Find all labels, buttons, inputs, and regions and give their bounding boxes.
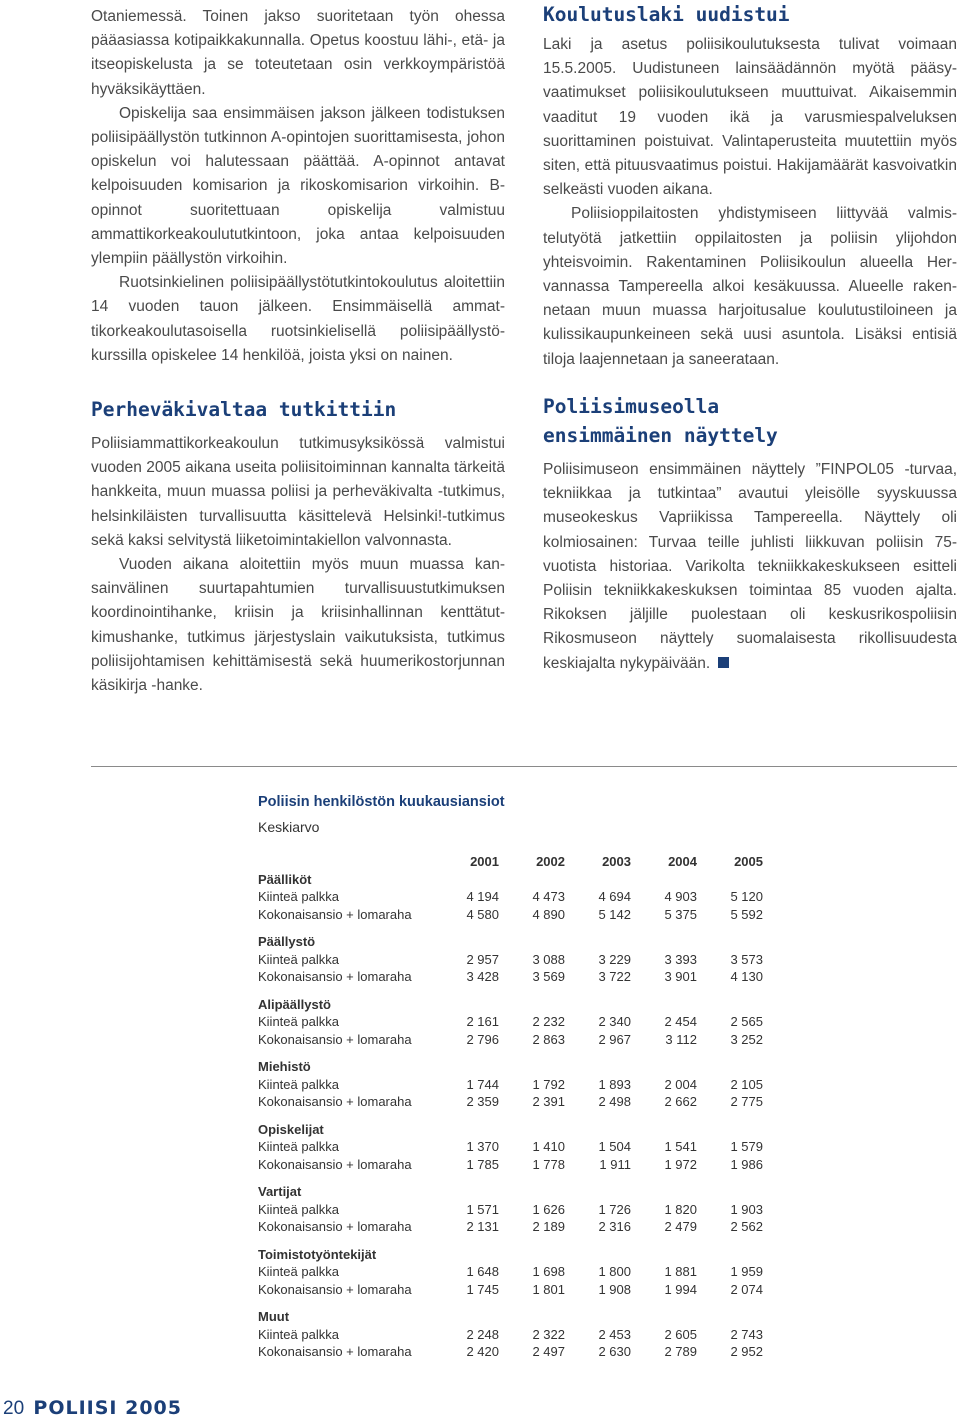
group-name: Opiskelijat	[258, 1121, 324, 1137]
value-cell: 2 605	[664, 1326, 697, 1342]
value-cell: 2 952	[730, 1344, 763, 1359]
value-cell: 2 391	[532, 1094, 565, 1109]
value-cell: 3 112	[665, 1031, 697, 1047]
value-cell: 2 957	[466, 951, 499, 967]
value-cell: 1 571	[466, 1201, 499, 1217]
value-cell: 4 130	[730, 969, 763, 984]
value-cell: 3 901	[664, 969, 697, 984]
value-cell: 2 004	[664, 1076, 697, 1092]
left-column-text	[91, 5, 505, 368]
value-cell: 1 648	[466, 1264, 499, 1279]
empty-cell	[631, 1183, 697, 1201]
empty-cell	[631, 1121, 697, 1139]
value-cell: 1 370	[466, 1139, 499, 1154]
table-title: Poliisin henkilöstön kuukausiansiot	[258, 794, 505, 810]
spacer-cell	[258, 923, 763, 933]
value-cell: 1 986	[730, 1156, 763, 1172]
empty-cell	[631, 996, 697, 1014]
group-header-row	[258, 1121, 763, 1139]
empty-cell	[697, 1058, 763, 1076]
group-header-row	[258, 996, 763, 1014]
empty-cell	[433, 1058, 499, 1076]
row-label: Kiinteä palkka	[258, 1201, 339, 1217]
value-cell: 2 340	[598, 1014, 631, 1029]
value-cell: 1 504	[598, 1139, 631, 1154]
value-cell: 4 580	[466, 906, 499, 922]
group-header-row	[258, 1058, 763, 1076]
year-header: 2003	[602, 854, 631, 869]
empty-cell	[565, 1308, 631, 1326]
empty-cell	[697, 996, 763, 1014]
empty-cell	[565, 1183, 631, 1201]
group-name: Muut	[258, 1309, 290, 1324]
value-cell: 1 893	[598, 1076, 631, 1092]
year-header-row	[258, 837, 763, 871]
row-label: Kokonaisansio + lomaraha	[258, 1156, 412, 1172]
spacer-row	[258, 1298, 763, 1308]
value-cell: 5 142	[598, 906, 631, 922]
section-heading: Perheväkivaltaa tutkittiin	[91, 398, 397, 421]
row-label: Kiinteä palkka	[258, 1076, 339, 1092]
value-cell: 1 792	[532, 1076, 565, 1092]
value-cell: 2 967	[598, 1031, 631, 1047]
value-cell: 1 785	[466, 1156, 499, 1172]
paragraph: Opiskelija saa ensimmäisen jakson jälkeen todistuksen poliisipäällystön tutkinnon A-opintojen suorittamisesta, johon opiskelun voi halutessaan päättää. A-opinnot antavat kelpoisuuden komisarion ja rikoskomisarion virkoihin. B-opinnot suoritettuaan opiskelija valmistuu ammattikorkeakoulututkintoon, joka antaa kelpoisuuden ylempiin päällystön virkoihin.	[91, 104, 505, 268]
value-cell: 1 911	[599, 1156, 631, 1172]
value-cell: 3 088	[532, 951, 565, 967]
page-footer	[3, 1397, 182, 1420]
table-row	[258, 951, 763, 969]
paragraph: Otaniemessä. Toinen jakso suoritetaan työn ohessa pääasiassa kotipaikkakunnalla. Opetus koostuu lähi-, etä- ja itseopiskelusta ja se toteutetaan osin verkkoympäristöä hyväksikäyttäen.	[91, 8, 505, 98]
value-cell: 3 722	[598, 969, 631, 984]
empty-cell	[697, 933, 763, 951]
empty-cell	[565, 996, 631, 1014]
group-header-row	[258, 933, 763, 951]
table-row	[258, 1218, 763, 1236]
section-heading: Koulutuslaki uudistui	[543, 3, 790, 26]
spacer-cell	[258, 1236, 763, 1246]
value-cell: 1 972	[664, 1156, 697, 1172]
value-cell: 3 428	[466, 969, 499, 984]
row-label: Kokonaisansio + lomaraha	[258, 1031, 412, 1047]
end-mark-icon	[718, 657, 729, 668]
value-cell: 3 569	[532, 969, 565, 984]
value-cell: 2 189	[532, 1219, 565, 1234]
empty-cell	[565, 1246, 631, 1264]
value-cell: 2 359	[466, 1094, 499, 1109]
empty-cell	[433, 1308, 499, 1326]
table-row	[258, 1076, 763, 1094]
empty-cell	[433, 933, 499, 951]
empty-cell	[499, 1246, 565, 1264]
table-row	[258, 1138, 763, 1156]
table-row	[258, 1201, 763, 1219]
spacer-row	[258, 1236, 763, 1246]
empty-cell	[499, 996, 565, 1014]
salary-table	[258, 791, 798, 1361]
value-cell: 2 796	[466, 1031, 499, 1047]
value-cell: 1 903	[730, 1201, 763, 1217]
empty-cell	[697, 1246, 763, 1264]
table-subtitle: Keskiarvo	[258, 819, 320, 835]
year-header: 2001	[470, 854, 499, 869]
empty-cell	[499, 1058, 565, 1076]
value-cell: 2 743	[730, 1326, 763, 1342]
row-label: Kiinteä palkka	[258, 1264, 339, 1279]
value-cell: 2 420	[466, 1344, 499, 1359]
row-label: Kokonaisansio + lomaraha	[258, 1219, 412, 1234]
year-header: 2002	[536, 854, 565, 869]
value-cell: 1 800	[598, 1264, 631, 1279]
value-cell: 3 229	[598, 951, 631, 967]
empty-cell	[697, 871, 763, 889]
value-cell: 5 120	[730, 889, 763, 904]
value-cell: 1 881	[664, 1264, 697, 1279]
row-label: Kokonaisansio + lomaraha	[258, 1344, 412, 1359]
spacer-row	[258, 986, 763, 996]
spacer-row	[258, 1048, 763, 1058]
empty-cell	[631, 933, 697, 951]
value-cell: 2 248	[466, 1326, 499, 1342]
table-row	[258, 1013, 763, 1031]
value-cell: 1 801	[532, 1281, 565, 1297]
empty-cell	[499, 871, 565, 889]
empty-cell	[499, 1308, 565, 1326]
year-header: 2005	[734, 854, 763, 869]
value-cell: 2 105	[730, 1076, 763, 1092]
empty-header-cell	[258, 837, 433, 871]
value-cell: 2 322	[532, 1326, 565, 1342]
value-cell: 3 252	[730, 1031, 763, 1047]
row-label: Kokonaisansio + lomaraha	[258, 1281, 412, 1297]
empty-cell	[433, 1246, 499, 1264]
empty-cell	[631, 1058, 697, 1076]
empty-cell	[697, 1183, 763, 1201]
empty-cell	[565, 1121, 631, 1139]
value-cell: 1 778	[532, 1156, 565, 1172]
value-cell: 1 820	[664, 1201, 697, 1217]
value-cell: 1 744	[466, 1076, 499, 1092]
section-divider	[91, 766, 957, 767]
value-cell: 1 994	[664, 1281, 697, 1297]
empty-cell	[433, 871, 499, 889]
table-row	[258, 1281, 763, 1299]
value-cell: 3 393	[664, 951, 697, 967]
value-cell: 5 592	[730, 906, 763, 922]
group-header-row	[258, 1183, 763, 1201]
heading-line: ensimmäinen näyttely	[543, 424, 778, 447]
spacer-cell	[258, 1048, 763, 1058]
empty-cell	[565, 933, 631, 951]
group-header-row	[258, 1246, 763, 1264]
empty-cell	[499, 933, 565, 951]
spacer-cell	[258, 986, 763, 996]
empty-cell	[631, 871, 697, 889]
value-cell: 1 698	[532, 1264, 565, 1279]
value-cell: 2 775	[730, 1094, 763, 1109]
group-header-row	[258, 1308, 763, 1326]
table-row	[258, 1093, 763, 1111]
value-cell: 2 562	[730, 1219, 763, 1234]
paragraph: Ruotsinkielinen poliisipäällystötutkintokoulutus aloitettiin 14 vuoden tauon jälkeen. Ensimmäisellä ammattikorkeakoulutasoisella ruotsinkielisellä poliisipäällystökurssilla opiskelee 14 henkilöä, joista yksi on nainen.	[91, 274, 505, 364]
paragraph: Vuoden aikana aloitettiin myös muun muassa kansainvälinen suurtapahtumien turvallisuustutkimuksen koordinointihanke, kriisin ja kriisinhallinnan kenttätutkimushanke, tutkimus järjestyslain vaikutuksista, tutkimus poliisijohtamisen kehittämisestä sekä huumerikostorjunnan käsikirja -hanke.	[91, 556, 505, 695]
spacer-row	[258, 1111, 763, 1121]
row-label: Kokonaisansio + lomaraha	[258, 906, 412, 922]
heading-line: Poliisimuseolla	[543, 395, 720, 418]
value-cell: 4 473	[532, 889, 565, 904]
group-name: Miehistö	[258, 1059, 311, 1074]
value-cell: 2 074	[730, 1281, 763, 1297]
value-cell: 2 232	[532, 1014, 565, 1029]
value-cell: 4 890	[532, 906, 565, 922]
row-label: Kokonaisansio + lomaraha	[258, 969, 412, 984]
koulutuslaki-section	[543, 0, 957, 372]
value-cell: 2 789	[664, 1344, 697, 1359]
spacer-row	[258, 923, 763, 933]
table-row	[258, 1031, 763, 1049]
spacer-cell	[258, 1111, 763, 1121]
paragraph	[543, 458, 957, 676]
row-label: Kokonaisansio + lomaraha	[258, 1094, 412, 1109]
page-number: 20	[3, 1398, 25, 1419]
empty-cell	[499, 1121, 565, 1139]
group-name: Alipäällystö	[258, 996, 331, 1012]
table-row	[258, 1156, 763, 1174]
value-cell: 2 630	[598, 1344, 631, 1359]
value-cell: 1 410	[532, 1139, 565, 1154]
spacer-cell	[258, 1298, 763, 1308]
table-row	[258, 1343, 763, 1361]
value-cell: 2 565	[730, 1014, 763, 1029]
group-name: Päälliköt	[258, 871, 312, 887]
empty-cell	[631, 1246, 697, 1264]
empty-cell	[433, 1183, 499, 1201]
section-heading	[543, 392, 957, 450]
empty-cell	[433, 996, 499, 1014]
row-label: Kiinteä palkka	[258, 951, 339, 967]
value-cell: 2 497	[532, 1344, 565, 1359]
value-cell: 2 454	[664, 1014, 697, 1029]
empty-cell	[697, 1308, 763, 1326]
value-cell: 2 498	[598, 1094, 631, 1109]
group-name: Päällystö	[258, 934, 316, 949]
value-cell: 1 626	[532, 1201, 565, 1217]
paragraph: Laki ja asetus poliisikoulutuksesta tulivat voimaan 15.5.2005. Uudistuneen lainsäädännön myötä pääsyvaatimukset poliisikoulutukseen muuttuivat. Aikaisemmin vaaditut 19 vuoden ikä ja varusmiespalveluksen suorittaminen poistuivat. Valintaperusteita muutettiin myös siten, että pituusvaatimus poistui. Hakijamäärät kasvoivatkin selkeästi vuoden aikana.	[543, 36, 957, 199]
paragraph: Poliisiammattikorkeakoulun tutkimusyksikössä valmistui vuoden 2005 aikana useita poliisitoiminnan kannalta tärkeitä hankkeita, muun muassa poliisi ja perheväkivalta -tutkimus, helsinkiläisten turvallisuutta käsittelevä Helsinki!-tutkimus sekä kaksi selvitystä liiketoimintakiellon valvonnasta.	[91, 435, 505, 549]
group-name: Vartijat	[258, 1184, 302, 1199]
value-cell: 1 579	[730, 1139, 763, 1154]
empty-cell	[565, 1058, 631, 1076]
value-cell: 1 959	[730, 1264, 763, 1279]
group-header-row	[258, 871, 763, 889]
value-cell: 2 453	[598, 1326, 631, 1342]
perhevakivalta-section	[91, 395, 505, 698]
empty-cell	[697, 1121, 763, 1139]
value-cell: 2 131	[466, 1219, 499, 1234]
value-cell: 5 375	[664, 906, 697, 922]
row-label: Kiinteä palkka	[258, 1139, 339, 1154]
value-cell: 1 908	[598, 1281, 631, 1297]
year-header: 2004	[668, 854, 697, 869]
value-cell: 2 863	[532, 1031, 565, 1047]
magazine-name: POLIISI 2005	[33, 1397, 182, 1419]
spacer-row	[258, 1173, 763, 1183]
spacer-cell	[258, 1173, 763, 1183]
value-cell: 2 316	[598, 1219, 631, 1234]
paragraph-text: Poliisimuseon ensimmäinen näyttely ”FINPOL05 -turvaa, tekniikkaa ja tutkintaa” avautui yleisölle syyskuussa museokeskus Vapriikissa Tampereella. Näyttely oli kolmiosainen: Turvaa teille juhlisti liikkuvan poliisin 75-vuotista historiaa. Varikolta tekniikkakeskukseen esitteli Poliisin tekniikkakeskuksen toimintaa 85 vuoden ajalta. Rikoksen jäljille puolestaan oli keskusrikospoliisin Rikosmuseon näyttely suomalaisesta rikollisuudesta keskiajalta nykypäivään.	[543, 461, 957, 672]
table-row	[258, 888, 763, 906]
value-cell: 4 903	[664, 889, 697, 904]
value-cell: 3 573	[730, 951, 763, 967]
empty-cell	[565, 871, 631, 889]
row-label: Kiinteä palkka	[258, 1326, 339, 1342]
value-cell: 1 726	[598, 1201, 631, 1217]
value-cell: 2 161	[466, 1014, 499, 1029]
group-name: Toimistotyöntekijät	[258, 1246, 377, 1262]
empty-cell	[631, 1308, 697, 1326]
paragraph: Poliisioppilaitosten yhdistymiseen liittyvää valmistelutyötä jatkettiin oppilaitosten ja poliisin ylijohdon yhteisvoimin. Rakentaminen Poliisikoulun alueella Hervannassa Tampereella alkoi kesäkuussa. Alueelle rakennetaan muun muassa harjoitusalue koulutustiloineen ja kulissikaupunkeineen sekä uusi asuntola. Lisäksi entisiä tiloja laajennetaan ja saneerataan.	[543, 205, 957, 368]
table-body	[258, 871, 763, 1361]
table-row	[258, 1326, 763, 1344]
museo-section	[543, 392, 957, 676]
salary-data-table	[258, 837, 763, 1361]
table-row	[258, 968, 763, 986]
value-cell: 1 541	[664, 1139, 697, 1154]
value-cell: 4 194	[466, 889, 499, 904]
row-label: Kiinteä palkka	[258, 889, 339, 904]
empty-cell	[499, 1183, 565, 1201]
row-label: Kiinteä palkka	[258, 1014, 339, 1029]
table-row	[258, 906, 763, 924]
value-cell: 1 745	[466, 1281, 499, 1297]
value-cell: 2 662	[664, 1094, 697, 1109]
table-row	[258, 1263, 763, 1281]
value-cell: 4 694	[598, 889, 631, 904]
empty-cell	[433, 1121, 499, 1139]
value-cell: 2 479	[664, 1219, 697, 1234]
